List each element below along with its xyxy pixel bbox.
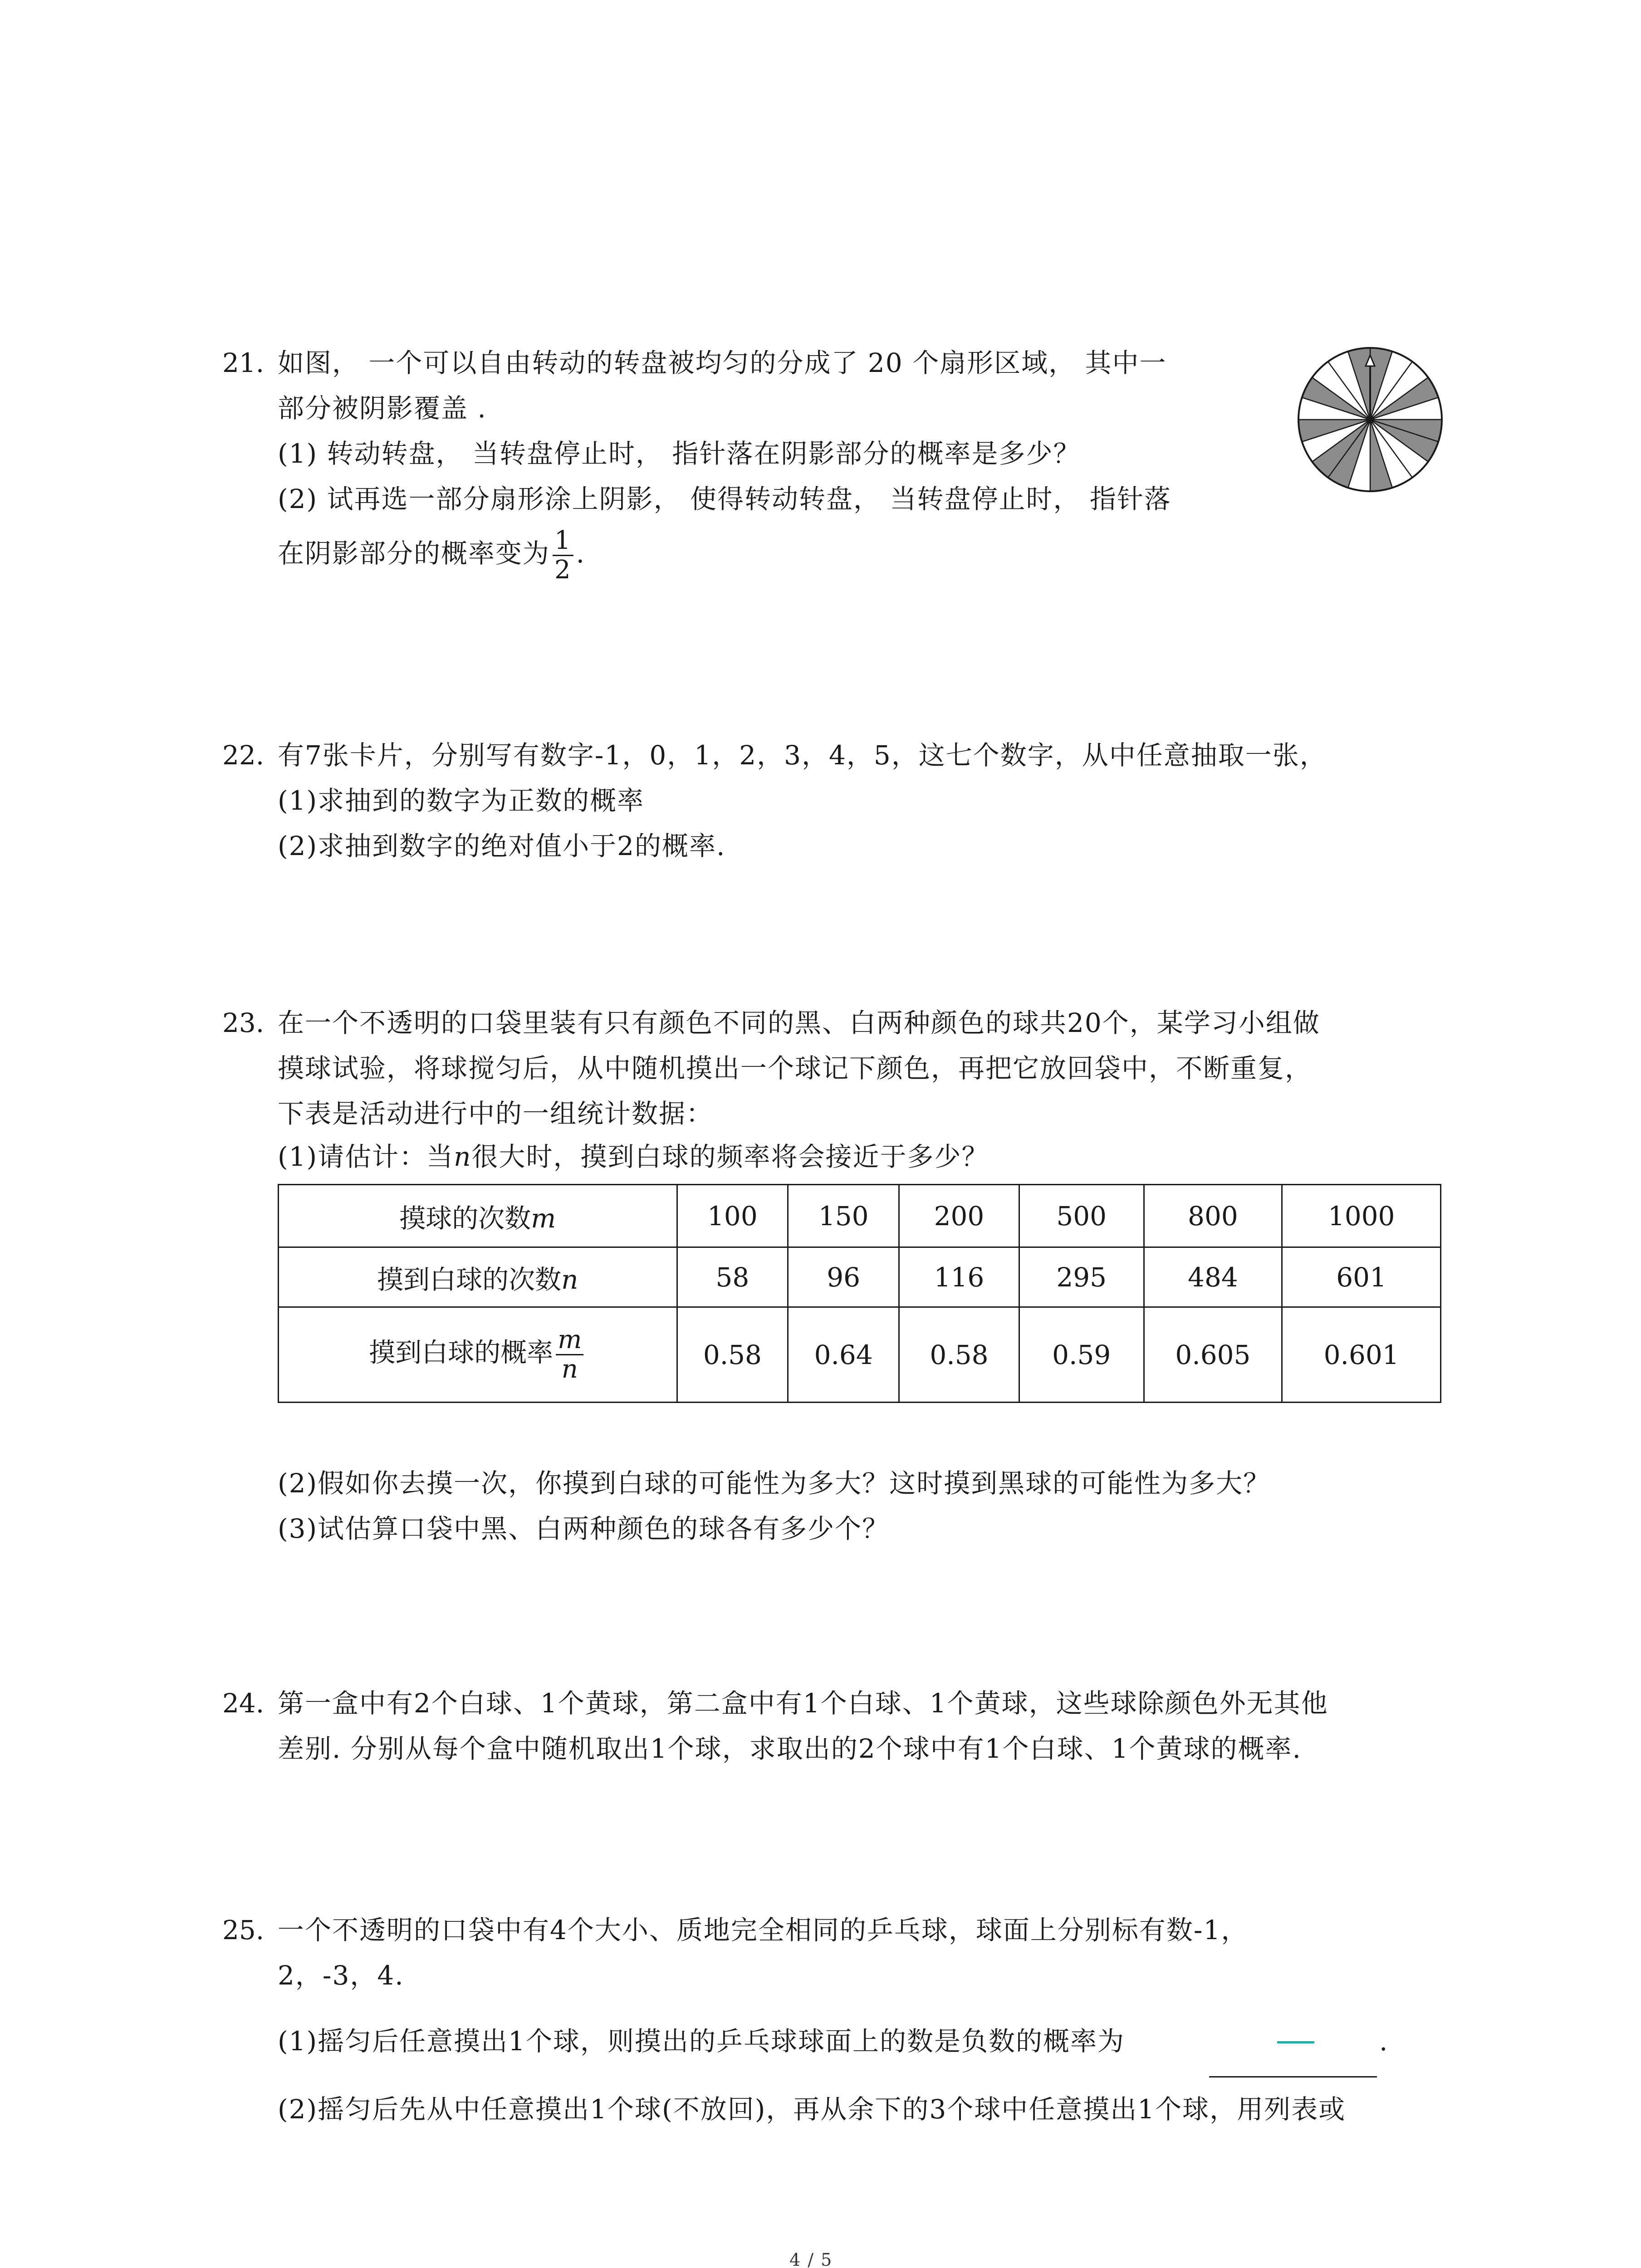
q25-line1: 一个不透明的口袋中有4个大小、质地完全相同的乒乓球，球面上分别标有数-1， (278, 1915, 1249, 1945)
q24-line2: 差别. 分别从每个盒中随机取出1个球，求取出的2个球中有1个白球、1个黄球的概率. (278, 1733, 1302, 1764)
page-number: 4 / 5 (789, 2250, 833, 2268)
q21-line5-suffix: . (576, 538, 586, 569)
table-cell: 1000 (1282, 1185, 1441, 1247)
q22-line2: (1)求抽到的数字为正数的概率 (278, 785, 645, 816)
row1-label-text: 摸球的次数 (399, 1202, 531, 1234)
q22-number: 22. (222, 740, 265, 771)
q25-line4: (2)摇匀后先从中任意摸出1个球(不放回)，再从余下的3个球中任意摸出1个球，用列表或 (278, 2094, 1346, 2125)
q23-number: 23. (222, 1007, 265, 1038)
q25-line3: (1)摇匀后任意摸出1个球，则摸出的乒乓球球面上的数是负数的概率为 (278, 2026, 1125, 2057)
row3-fraction (556, 1326, 583, 1383)
q23-line4-b: 很大时，摸到白球的频率将会接近于多少？ (471, 1141, 989, 1172)
q21-line1: 如图， 一个可以自由转动的转盘被均匀的分成了 20 个扇形区域， 其中一 (278, 347, 1167, 378)
q23-line4-a: (1)请估计：当 (278, 1141, 454, 1172)
q21-line2: 部分被阴影覆盖 . (278, 393, 487, 424)
table-row1-label (279, 1185, 677, 1247)
table-cell: 0.58 (677, 1307, 788, 1403)
table-cell: 0.601 (1282, 1307, 1441, 1403)
table-row (279, 1307, 1441, 1403)
table-cell: 0.58 (899, 1307, 1019, 1403)
table-cell: 0.59 (1019, 1307, 1144, 1403)
table-cell: 0.605 (1144, 1307, 1282, 1403)
table-row (279, 1185, 1441, 1247)
row3-frac-den: n (561, 1354, 578, 1384)
table-row2-label (279, 1247, 677, 1307)
table-cell: 484 (1144, 1247, 1282, 1307)
table-cell: 800 (1144, 1185, 1282, 1247)
table-cell: 601 (1282, 1247, 1441, 1307)
table-cell: 500 (1019, 1185, 1144, 1247)
q25-line2: 2，-3，4. (278, 1960, 404, 1991)
q21-frac-den: 2 (554, 555, 572, 585)
q21-line4: (2) 试再选一部分扇形涂上阴影， 使得转动转盘， 当转盘停止时， 指针落 (278, 484, 1171, 514)
table-row3-label (279, 1307, 677, 1403)
table-cell: 116 (899, 1247, 1019, 1307)
q23-line5: (2)假如你去摸一次，你摸到白球的可能性为多大？这时摸到黑球的可能性为多大？ (278, 1468, 1271, 1499)
q23-line3: 下表是活动进行中的一组统计数据： (278, 1098, 714, 1129)
q24-line1: 第一盒中有2个白球、1个黄球，第二盒中有1个白球、1个黄球，这些球除颜色外无其他 (278, 1688, 1328, 1719)
row2-label-text: 摸到白球的次数 (377, 1264, 562, 1295)
q23-line6: (3)试估算口袋中黑、白两种颜色的球各有多少个？ (278, 1513, 890, 1544)
spinner-figure (1295, 345, 1445, 494)
table-cell: 295 (1019, 1247, 1144, 1307)
table-cell: 58 (677, 1247, 788, 1307)
q21-number: 21. (222, 347, 265, 378)
row3-label-text: 摸到白球的概率 (369, 1337, 554, 1368)
table-row (279, 1247, 1441, 1307)
answer-blank[interactable] (1209, 2076, 1377, 2077)
q23-line2: 摸球试验，将球搅匀后，从中随机摸出一个球记下颜色，再把它放回袋中，不断重复， (278, 1053, 1313, 1084)
table-cell: 200 (899, 1185, 1019, 1247)
q25-line3-end: . (1379, 2026, 1389, 2057)
table-cell: 96 (788, 1247, 899, 1307)
q23-var-n: n (454, 1141, 472, 1172)
q21-fraction (553, 527, 573, 584)
table-cell: 150 (788, 1185, 899, 1247)
row3-frac-num: m (558, 1325, 582, 1354)
q21-line5 (278, 522, 585, 585)
q25-number: 25. (222, 1915, 265, 1945)
q21-line5-prefix: 在阴影部分的概率变为 (278, 538, 550, 569)
q23-line1: 在一个不透明的口袋里装有只有颜色不同的黑、白两种颜色的球共20个，某学习小组做 (278, 1007, 1320, 1038)
q24-number: 24. (222, 1688, 265, 1719)
table-cell: 0.64 (788, 1307, 899, 1403)
table-cell: 100 (677, 1185, 788, 1247)
q21-line3: (1) 转动转盘， 当转盘停止时， 指针落在阴影部分的概率是多少？ (278, 438, 1081, 469)
q23-line4 (278, 1139, 989, 1175)
q22-line1: 有7张卡片，分别写有数字-1，0，1，2，3，4，5，这七个数字，从中任意抽取一张， (278, 740, 1327, 771)
answer-dash (1277, 2041, 1314, 2043)
q22-line3: (2)求抽到数字的绝对值小于2的概率. (278, 831, 726, 861)
row2-label-var: n (561, 1264, 578, 1295)
q21-frac-num: 1 (553, 527, 573, 556)
q23-stats-table (278, 1184, 1441, 1403)
row1-label-var: m (531, 1202, 556, 1234)
